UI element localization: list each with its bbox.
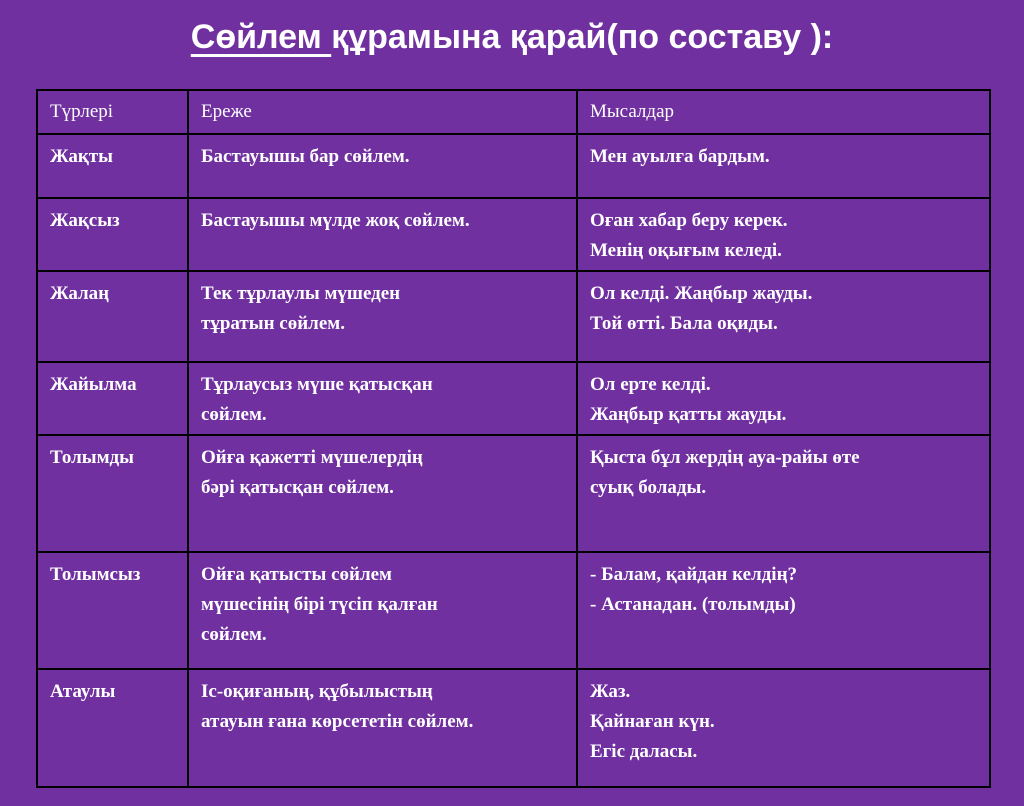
- cell-type: Атаулы: [37, 669, 188, 787]
- cell-type: Толымды: [37, 435, 188, 552]
- sentence-types-table: [36, 89, 991, 788]
- header-rule: Ереже: [188, 90, 577, 134]
- page-title: [0, 18, 1024, 57]
- title-underlined-word: Сөйлем: [190, 18, 332, 56]
- cell-rule: Бастауышы бар сөйлем.: [188, 134, 577, 198]
- table-row: [37, 362, 990, 435]
- cell-rule: Бастауышы мүлде жоқ сөйлем.: [188, 198, 577, 271]
- header-types: Түрлері: [37, 90, 188, 134]
- cell-examples: Жаз. Қайнаған күн. Егіс даласы.: [577, 669, 990, 787]
- table-row: [37, 134, 990, 198]
- cell-type: Жалаң: [37, 271, 188, 362]
- table-row: [37, 552, 990, 669]
- cell-rule: Ойға қажетті мүшелердің бәрі қатысқан сөйлем.: [188, 435, 577, 552]
- cell-examples: Ол келді. Жаңбыр жауды. Той өтті. Бала оқиды.: [577, 271, 990, 362]
- cell-rule: Іс-оқиғаның, құбылыстың атауын ғана көрсететін сөйлем.: [188, 669, 577, 787]
- table-row: [37, 271, 990, 362]
- cell-examples: Оған хабар беру керек. Менің оқығым келеді.: [577, 198, 990, 271]
- cell-type: Жайылма: [37, 362, 188, 435]
- cell-examples: Қыста бұл жердің ауа-райы өте суық болады.: [577, 435, 990, 552]
- cell-examples: Ол ерте келді. Жаңбыр қатты жауды.: [577, 362, 990, 435]
- cell-examples: Мен ауылға бардым.: [577, 134, 990, 198]
- cell-rule: Тұрлаусыз мүше қатысқан сөйлем.: [188, 362, 577, 435]
- cell-type: Жақты: [37, 134, 188, 198]
- cell-examples: - Балам, қайдан келдің? - Астанадан. (толымды): [577, 552, 990, 669]
- cell-type: Толымсыз: [37, 552, 188, 669]
- cell-type: Жақсыз: [37, 198, 188, 271]
- table-row: [37, 669, 990, 787]
- cell-rule: Тек тұрлаулы мүшеден тұратын сөйлем.: [188, 271, 577, 362]
- table-row: [37, 435, 990, 552]
- header-examples: Мысалдар: [577, 90, 990, 134]
- table-row: [37, 198, 990, 271]
- title-rest: құрамына қарай(по составу ):: [331, 18, 834, 56]
- cell-rule: Ойға қатысты сөйлем мүшесінің бірі түсіп қалған сөйлем.: [188, 552, 577, 669]
- table-header-row: [37, 90, 990, 134]
